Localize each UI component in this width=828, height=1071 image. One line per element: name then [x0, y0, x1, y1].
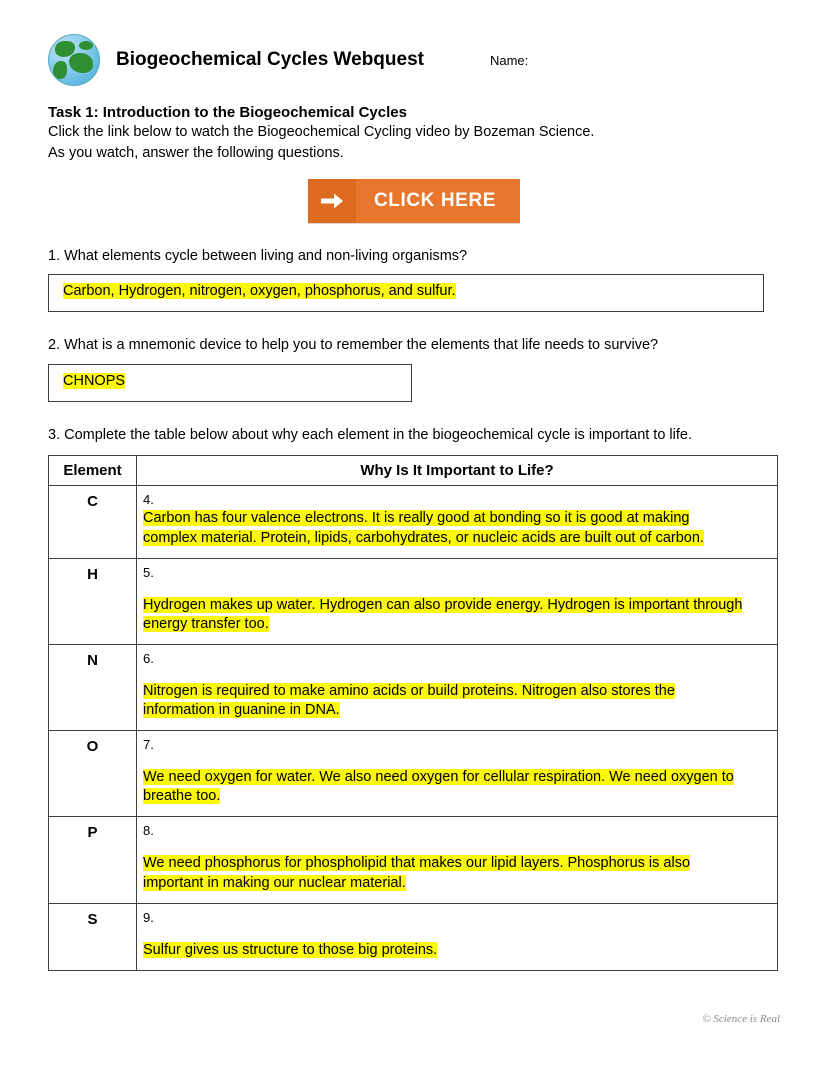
question-3-prompt: 3. Complete the table below about why each element in the biogeochemical cycle is important to life.: [48, 426, 692, 443]
question-1-answer-text: Carbon, Hydrogen, nitrogen, oxygen, phosphorus, and sulfur.: [63, 283, 456, 300]
element-answer-text: Hydrogen makes up water. Hydrogen can also provide energy. Hydrogen is important through energy transfer too.: [143, 596, 743, 632]
question-2-answer-box[interactable]: [48, 364, 412, 402]
element-answer-cell[interactable]: [137, 486, 778, 558]
element-answer-text: Sulfur gives us structure to those big proteins.: [143, 941, 438, 958]
footer-credit: © Science is Real: [702, 1013, 780, 1025]
item-number: 9.: [143, 909, 154, 925]
element-answer-cell[interactable]: [137, 558, 778, 644]
element-answer-text: We need phosphorus for phospholipid that makes our lipid layers. Phosphorus is also important in making our nuclear material.: [143, 855, 691, 891]
table-row: [49, 903, 778, 970]
item-number: 8.: [143, 823, 154, 839]
globe-landmass: [69, 53, 93, 73]
arrow-right-icon: [308, 179, 356, 223]
question-1-answer-box[interactable]: [48, 274, 764, 312]
click-here-button-label: CLICK HERE: [373, 189, 497, 211]
table-row: [49, 644, 778, 730]
item-number: 7.: [143, 737, 154, 753]
table-row: [49, 731, 778, 817]
document-header: [48, 30, 780, 90]
table-header-row: [49, 456, 778, 486]
element-answer-cell[interactable]: [137, 731, 778, 817]
element-answer-text: We need oxygen for water. We also need oxygen for cellular respiration. We need oxygen to breathe too.: [143, 769, 734, 805]
element-symbol: C: [49, 486, 137, 558]
table-row: [49, 817, 778, 903]
task-instruction-line-2: As you watch, answer the following questions.: [48, 144, 344, 161]
element-symbol: P: [49, 817, 137, 903]
click-here-button[interactable]: [308, 179, 520, 223]
table-row: [49, 558, 778, 644]
item-number: 4.: [143, 492, 154, 508]
element-symbol: N: [49, 644, 137, 730]
column-header-element: Element: [49, 456, 137, 486]
click-here-button-wrapper: [48, 179, 780, 223]
element-symbol: H: [49, 558, 137, 644]
globe-landmass: [53, 61, 67, 79]
page-title: Biogeochemical Cycles Webquest: [116, 49, 424, 70]
task-heading: Task 1: Introduction to the Biogeochemical Cycles: [48, 104, 407, 121]
element-answer-cell[interactable]: [137, 903, 778, 970]
element-answer-text: Nitrogen is required to make amino acids or build proteins. Nitrogen also stores the information in guanine in DNA.: [143, 682, 675, 718]
question-1-prompt: 1. What elements cycle between living and non-living organisms?: [48, 247, 468, 264]
globe-landmass: [79, 41, 93, 50]
element-symbol: O: [49, 731, 137, 817]
column-header-importance: Why Is It Important to Life?: [137, 456, 778, 486]
table-row: [49, 486, 778, 558]
task-instruction-line-1: Click the link below to watch the Biogeochemical Cycling video by Bozeman Science.: [48, 124, 595, 140]
element-importance-table: [48, 455, 778, 970]
name-label: Name:: [489, 52, 529, 68]
item-number: 5.: [143, 564, 154, 580]
earth-globe-icon: [48, 34, 100, 86]
question-2-answer-text: CHNOPS: [63, 372, 126, 389]
element-answer-text: Carbon has four valence electrons. It is really good at bonding so it is good at making complex material. Protein, lipids, carbohydrates, or nucleic acids are built out of carbon.: [143, 510, 704, 546]
element-symbol: S: [49, 903, 137, 970]
element-answer-cell[interactable]: [137, 644, 778, 730]
element-answer-cell[interactable]: [137, 817, 778, 903]
item-number: 6.: [143, 650, 154, 666]
question-2-prompt: 2. What is a mnemonic device to help you to remember the elements that life needs to survive?: [48, 337, 659, 354]
